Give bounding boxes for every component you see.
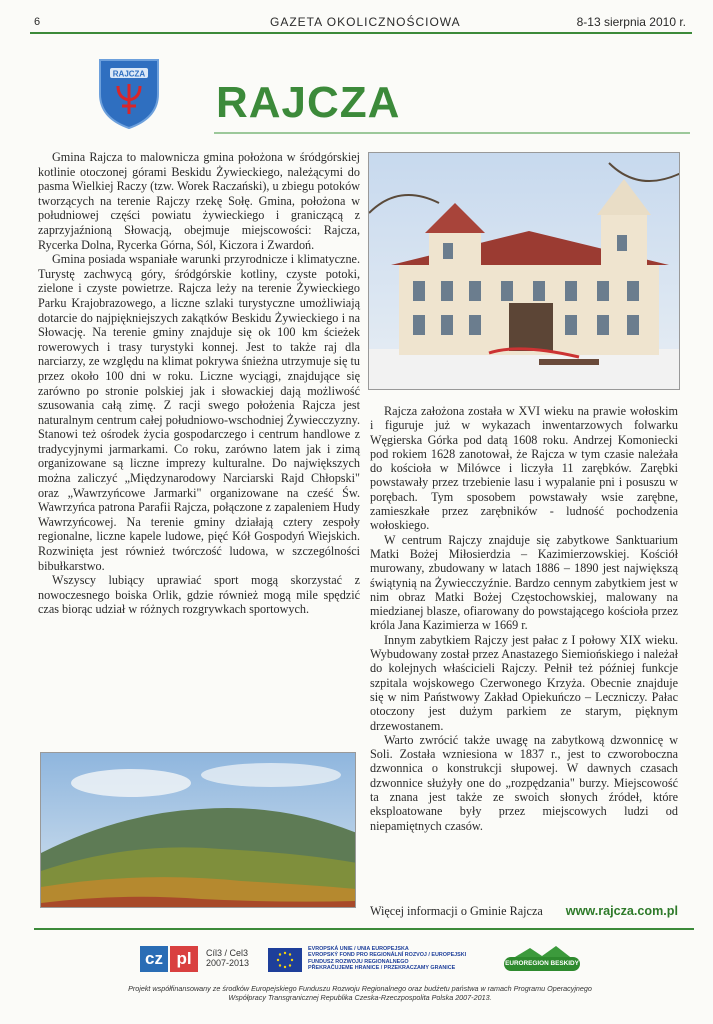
right-column (370, 404, 678, 833)
cil-cel-logo (206, 948, 249, 968)
palace-photo (368, 152, 680, 390)
page-header (30, 14, 692, 34)
more-info-text: Więcej informacji o Gminie Rajcza (370, 904, 543, 918)
project-note-line2: Współpracy Transgranicznej Republika Czeska-Rzeczpospolita Polska 2007-2013. (228, 993, 492, 1002)
paragraph: Wszyscy lubiący uprawiać sport mogą skorzystać z nowoczesnego boiska Orlik, gdzie również mogą mile spędzić czas biorąc udział w różnych rozgrywkach sportowych. (38, 573, 360, 617)
eu-flag-icon (268, 948, 302, 972)
website-link[interactable]: www.rajcza.com.pl (565, 904, 678, 918)
paragraph: Innym zabytkiem Rajczy jest pałac z I połowy XIX wieku. Wybudowany został przez Anastazego Siemiońskiego i należał do kolejnych właścicieli Rajczy. Pełnił też później funkcje szpitala wojskowego Czerwonego Krzyża. Obecnie znajduje się w nim Państwowy Zakład Opiekuńczo – Leczniczy. Pałac otoczony jest dużym parkiem ze starym, pięknym drzewostanem. (370, 632, 678, 733)
euroregion-logo (502, 944, 582, 974)
sponsor-logos (140, 944, 580, 984)
title-underline (214, 132, 690, 134)
pl-label: pl (170, 946, 198, 972)
eu-line2: EVROPSKÝ FOND PRO REGIONÁLNÍ ROZVOJ / EUROPEJSKI FUNDUSZ ROZWOJU REGIONALNEGO (308, 952, 467, 965)
eu-line3: PŘEKRAČUJEME HRANICE / PRZEKRACZAMY GRANICE (308, 965, 456, 972)
paragraph: Gmina posiada wspaniałe warunki przyrodnicze i klimatyczne. Turystę zachwycą góry, śródgórskie kotliny, czyste potoki, zielone i czyste powietrze. Rajcza leży na terenie Żywieckiego Parku Krajobrazowego, a liczne szlaki turystyczne umożliwiają dotarcie do najpiękniejszych zakątków Beskidu Żywieckiego i na Słowację. Na terenie gminy znajduje się ok 100 km ścieżek rowerowych i trasy turystyki konnej. Jest to także raj dla narciarzy, ze względu na klimat pokrywa śnieżna utrzymuje się tu przez około 100 dni w roku. Liczne wyciągi, znajdujące się zarówno po stronie polskiej jak i słowackiej dają możliwość szusowania całą zimę. Z racji swego położenia Rajcza jest naturalnym centrum całej południowo-wschodniej Żywiecczyzny. Stanowi też ośrodek życia gospodarczego i centrum handlowe z tradycyjnymi jarmarkami. Co roku, zarówno latem jak i zimą organizowane są liczne imprezy kulturalne. Do największych można zaliczyć „Międzynarodowy Narciarski Rajd Chłopski" oraz „Wawrzyńcowe Jarmarki" organizowane na cześć Św. Wawrzyńca patrona Parafii Rajcza, połączone z zapaleniem Hudy Wawrzyńcowej. Na terenie gminy działają cztery zespoły regionalne, liczne kapele ludowe, pięć Kół Gospodyń Wiejskich. Rozwinięta jest również twórczość ludowa, w szczególności bibułkarstwo. (38, 252, 360, 573)
more-info (370, 904, 678, 919)
page-title: RAJCZA (216, 78, 401, 127)
project-note-line1: Projekt współfinansowany ze środków Europejskiego Funduszu Rozwoju Regionalnego oraz budżetu państwa w ramach Programu Operacyjnego (128, 984, 592, 993)
cil-line1: Cíl3 / Cel3 (206, 948, 249, 958)
eu-line1: EVROPSKÁ UNIE / UNIA EUROPEJSKA (308, 946, 409, 952)
footer-divider (34, 928, 694, 930)
paragraph: Gmina Rajcza to malownicza gmina położona w śródgórskiej kotlinie otoczonej górami Beskidu Żywieckiego, należącymi do pasma Wielkiej Raczy (tzw. Worek Raczański), u zbiegu potoków tworzących na terenie Rajczy rzekę Sołę. Gmina, położona w południowej części powiatu żywieckiego i graniczącą z zaprzyjaźnioną Słowacją, obejmuje miejscowości: Rajcza, Rycerka Dolna, Rycerka Górna, Sól, Kiczora i Zwardoń. (38, 150, 360, 252)
paragraph: Rajcza założona została w XVI wieku na prawie wołoskim i figuruje już w wykazach inwentarzowych folwarku Węgierska Górka pod datą 1608 roku. Andrzej Komoniecki pod rokiem 1628 zanotował, że Rajcza w tym czasie należała do kościoła w Milówce i liczyła 11 zarębków. Zarębki powstawały przez trzebienie lasu i wypalanie pni i posuszu w porębach. Tym sposobem powstawały wsie zarębne, zamieszkałe przez zarębników - ludność pochodzenia wołoskiego. (370, 404, 678, 533)
publication-name: GAZETA OKOLICZNOŚCIOWA (270, 15, 461, 29)
paragraph: W centrum Rajczy znajduje się zabytkowe Sanktuarium Matki Bożej Miłosierdzia – Kazimierzowskiej. Kościół murowany, zbudowany w latach 1886 – 1890 jest największą świątynią na Żywiecczyźnie. Bardzo cennym zabytkiem jest w nim obraz Matki Bożej Częstochowskiej, malowany na miedzianej blasze, ofiarowany do powstającego kościoła przez króla Jana Kazimierza w 1669 r. (370, 532, 678, 633)
coat-of-arms-icon (96, 56, 162, 130)
page-number: 6 (34, 16, 41, 28)
cz-label: cz (140, 946, 168, 972)
mountains-photo (40, 752, 356, 908)
project-funding-note (110, 984, 610, 1002)
issue-date: 8-13 sierpnia 2010 r. (576, 15, 686, 29)
cil-line2: 2007-2013 (206, 958, 250, 968)
paragraph: Warto zwrócić także uwagę na zabytkową dzwonnicę w Soli. Została wzniesiona w 1837 r., jest to czworoboczna dzwonnica o konstrukcji słupowej. W dawnych czasach dzwonnice służyły one do „rozpędzania" burzy. Miejscowość ta znana jest także ze swoich słonych źródeł, które eksploatowane były przez miejscowych ludzi od niepamiętnych czasów. (370, 732, 678, 833)
euroregion-label: EUROREGION BESKIDY (504, 957, 580, 971)
crest-label: RAJCZA (112, 69, 146, 79)
cz-pl-logo (140, 946, 200, 972)
eu-fund-text (308, 946, 468, 972)
left-column (38, 150, 360, 617)
